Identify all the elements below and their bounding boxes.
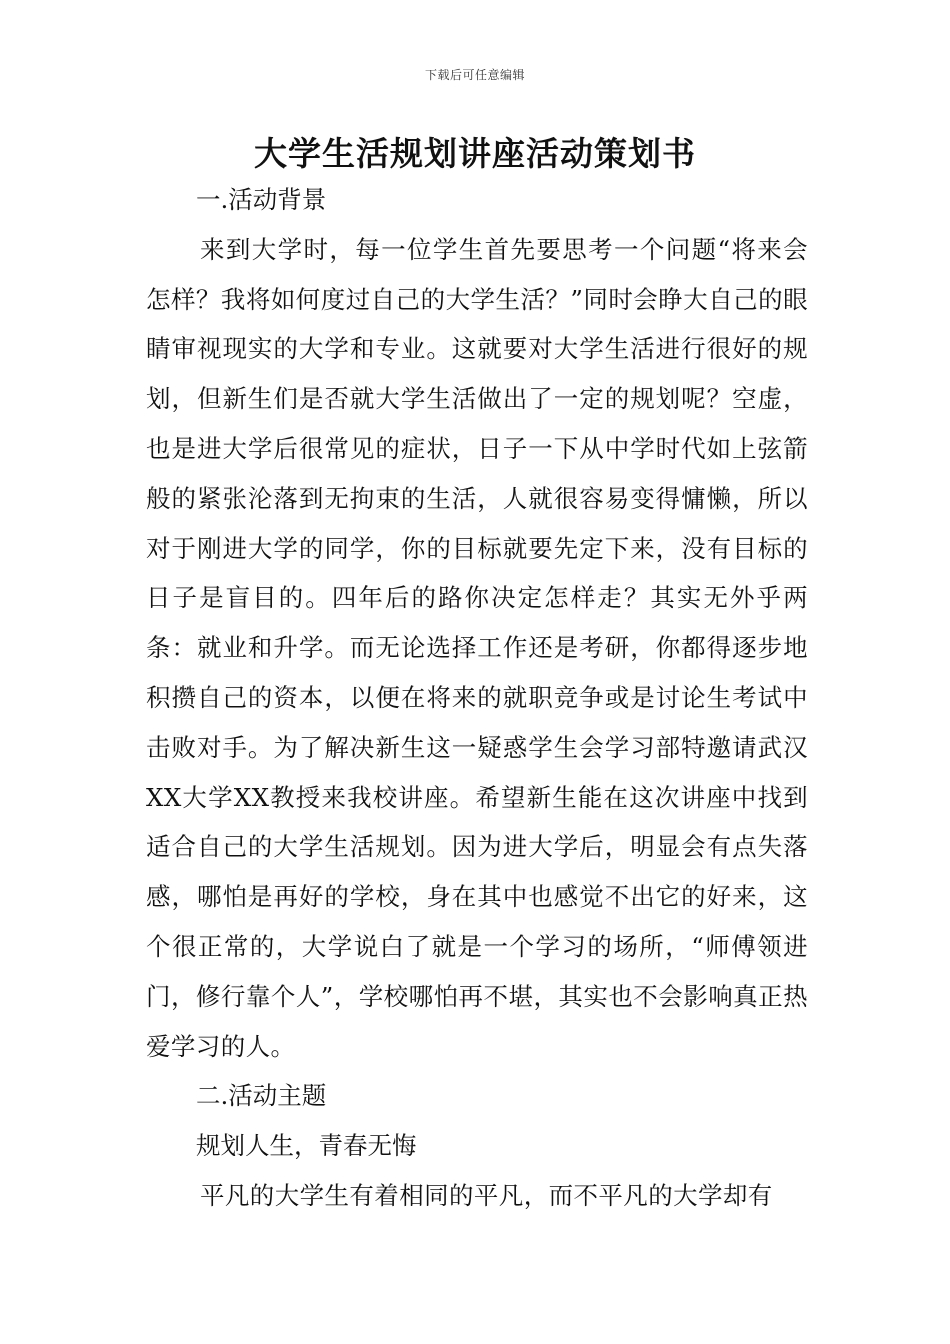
theme-paragraph: 平凡的大学生有着相同的平凡，而不平凡的大学却有: [200, 1180, 773, 1210]
document-title: 大学生活规划讲座活动策划书: [254, 134, 696, 173]
section-heading-background: 一.活动背景: [196, 185, 327, 214]
section-heading-theme: 二.活动主题: [196, 1081, 327, 1111]
document-body: [146, 175, 808, 1221]
header-note: 下载后可任意编辑: [424, 68, 525, 82]
theme-slogan: 规划人生，青春无悔: [196, 1131, 417, 1161]
background-paragraph: 来到大学时，每一位学生首先要思考一个问题“将来会怎样？我将如何度过自己的大学生活？”同时会睁大自己的眼睛审视现实的大学和专业。这就要对大学生活进行很好的规划，但新生们是否就大学生活做出了一定的规划呢？空虚，也是进大学后很常见的症状，日子一下从中学时代如上弦箭般的紧张沦落到无拘束的生活，人就很容易变得慵懒，所以对于刚进大学的同学，你的目标就要先定下来，没有目标的日子是盲目的。四年后的路你决定怎样走？其实无外乎两条：就业和升学。而无论选择工作还是考研，你都得逐步地积攒自己的资本，以便在将来的就职竞争或是讨论生考试中击败对手。为了解决新生这一疑惑学生会学习部特邀请武汉XX大学XX教授来我校讲座。希望新生能在这次讲座中找到适合自己的大学生活规划。因为进大学后，明显会有点失落感，哪怕是再好的学校，身在其中也感觉不出它的好来，这个很正常的，大学说白了就是一个学习的场所，“师傅领进门，修行靠个人”，学校哪怕再不堪，其实也不会影响真正热爱学习的人。: [146, 234, 808, 1061]
